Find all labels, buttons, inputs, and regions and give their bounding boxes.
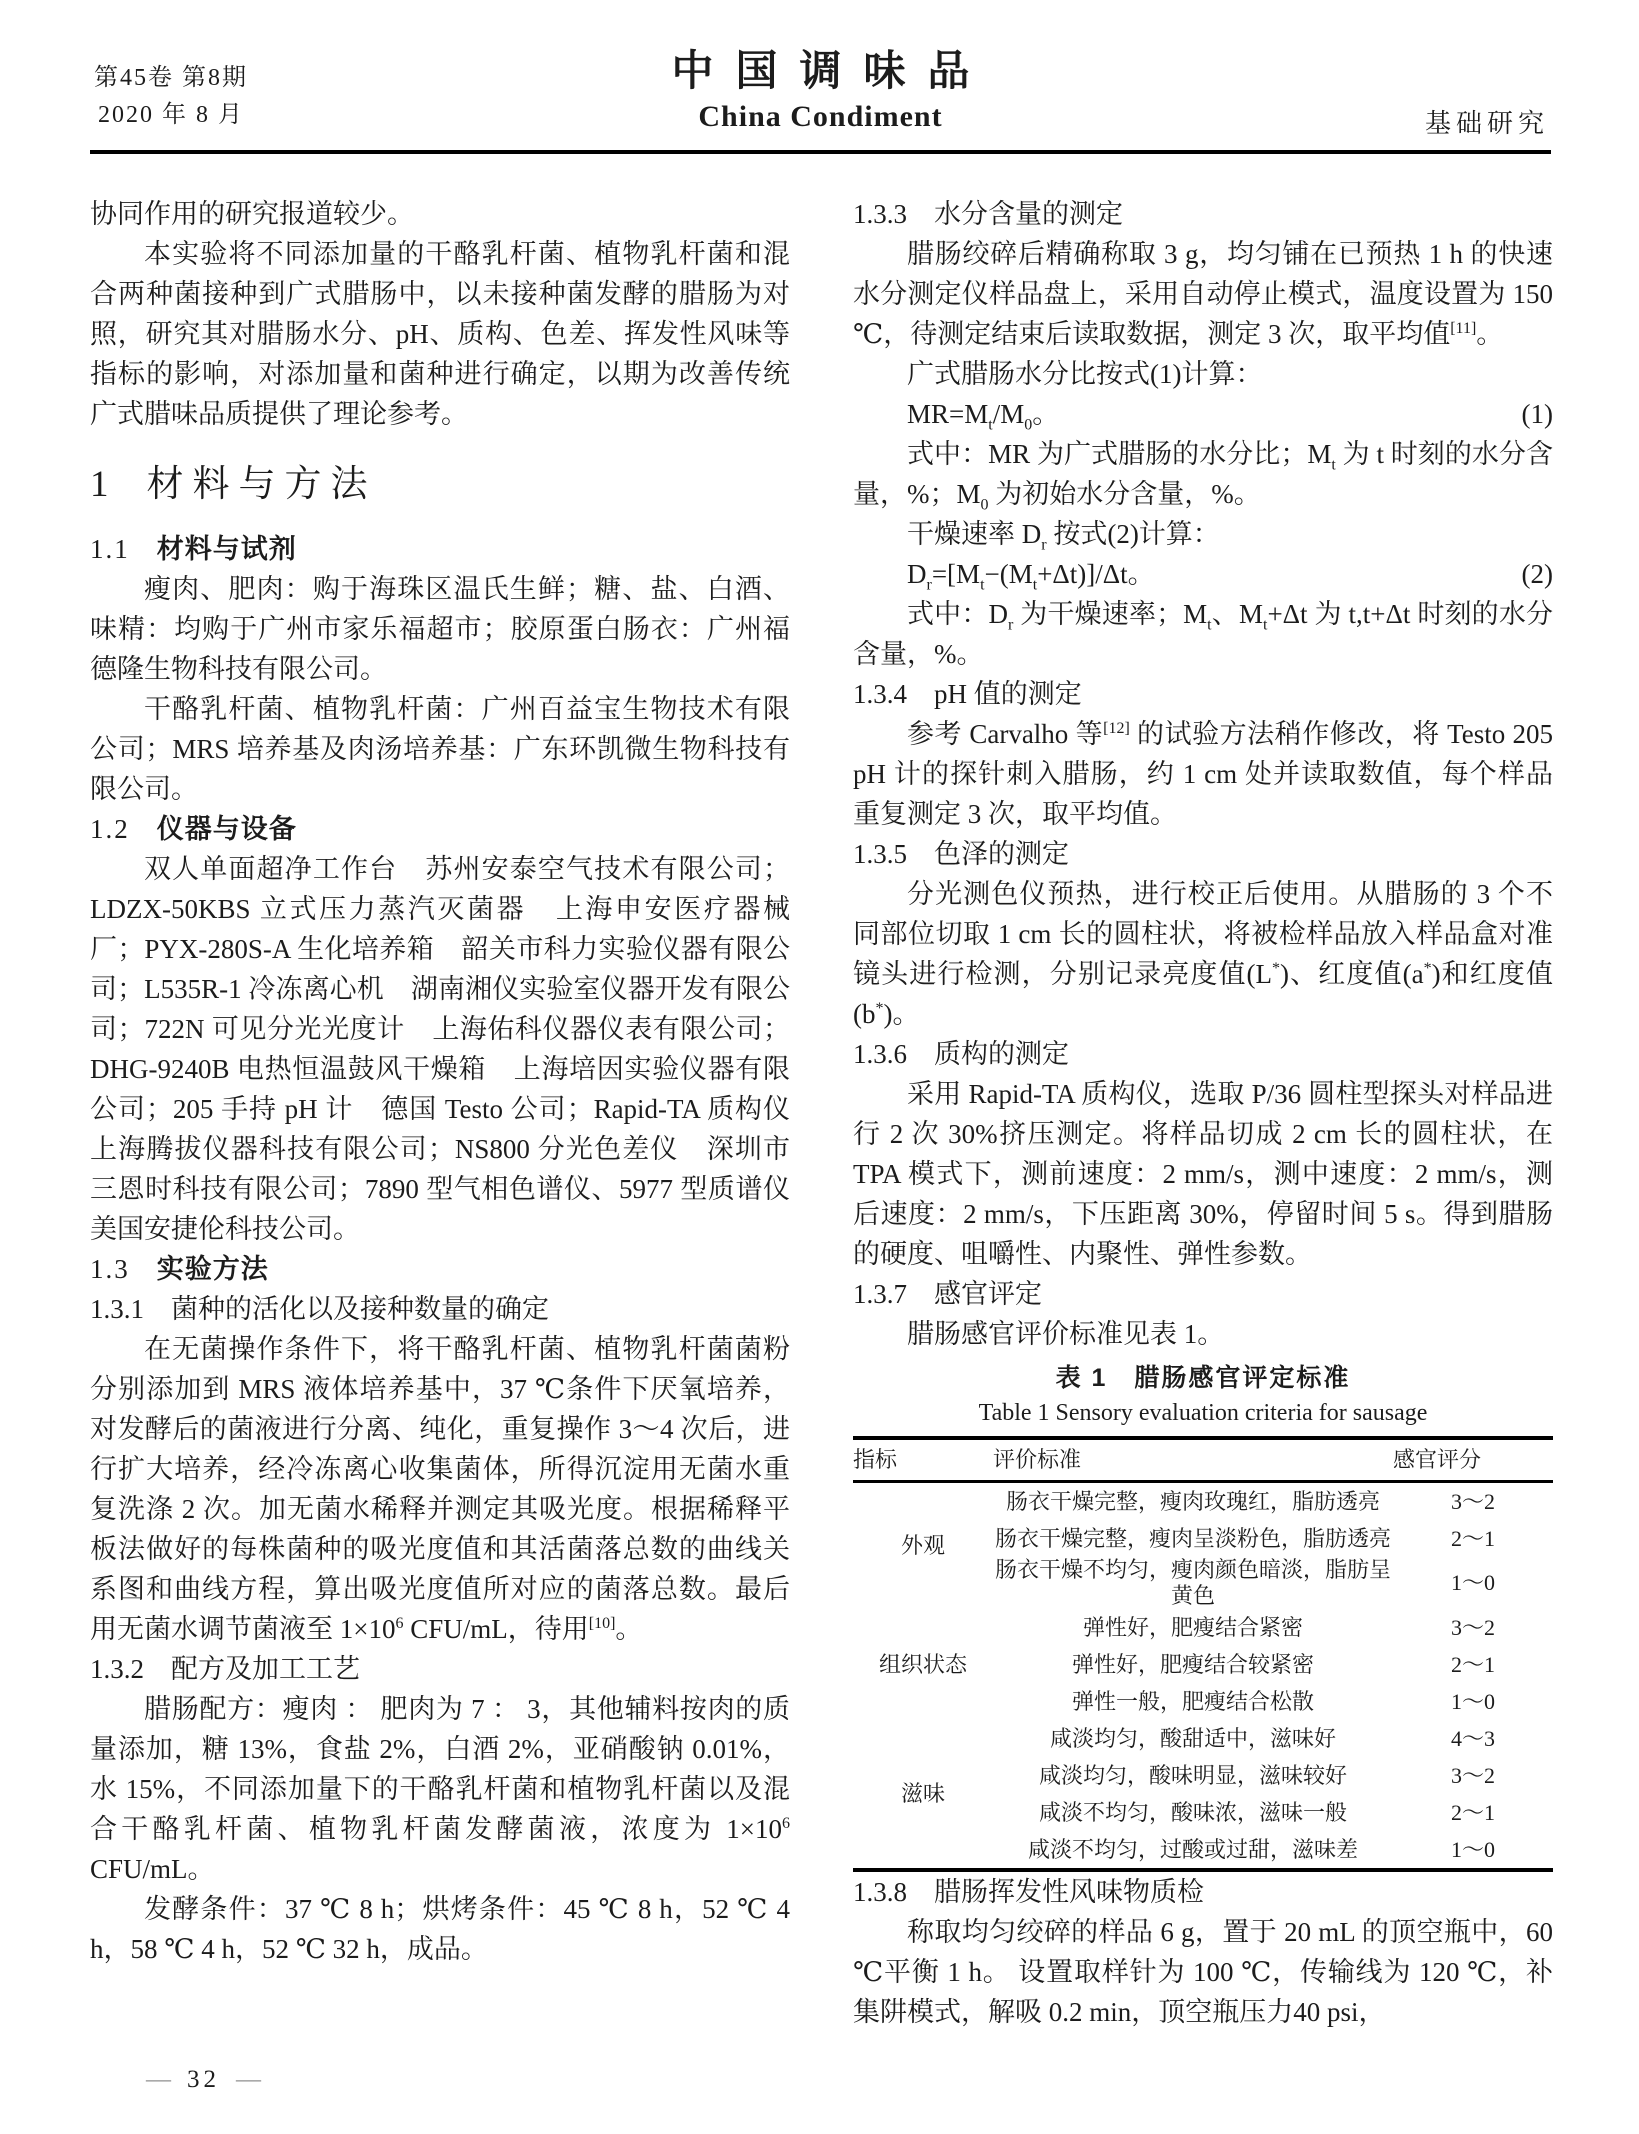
- subsection-title: 材料与试剂: [156, 534, 297, 564]
- subsubsection-heading-1-3-5: 1.3.5 色泽的测定: [853, 839, 1069, 869]
- equation-formula: $MR=M_t/M_0$。: [907, 399, 1060, 434]
- subsection-number: 1.3: [90, 1254, 130, 1284]
- criteria-cell: 咸淡均匀，酸味明显，滋味较好: [1038, 1762, 1347, 1788]
- equation-number: (1): [1521, 399, 1553, 429]
- subsection-heading-1-3: [90, 1249, 790, 1289]
- body-columns: [90, 194, 1553, 2032]
- paragraph: 双人单面超净工作台 苏州安泰空气技术有限公司；LDZX-50KBS 立式压力蒸汽灭菌器 上海申安医疗器械厂；PYX-280S-A 生化培养箱 韶关市科力实验仪器有限公司；L535R-1 冷冻离心机 湖南湘仪实验室仪器开发有限公司；722N 可见分光光度计 上海佑科仪器仪表有限公司；DHG-9240B 电热恒温鼓风干燥箱 上海培因实验仪器有限公司；205 手持 pH 计 德国 Testo 公司；Rapid-TA 质构仪 上海腾拔仪器科技有限公司；NS800 分光色差仪 深圳市三恩时科技有限公司；7890 型气相色谱仪、5977 型质谱仪 美国安捷伦科技公司。: [90, 854, 817, 1244]
- paragraph: 本实验将不同添加量的干酪乳杆菌、植物乳杆菌和混合两种菌接种到广式腊肠中，以未接种菌发酵的腊肠为对照，研究其对腊肠水分、pH、质构、色差、挥发性风味等指标的影响，对添加量和菌种进行确定，以期为改善传统广式腊味品质提供了理论参考。: [90, 239, 790, 429]
- section-number: 1: [90, 464, 109, 505]
- issue-date: 2020 年 8 月: [98, 102, 244, 128]
- table-title-en: Table 1 Sensory evaluation criteria for sausage: [978, 1400, 1428, 1426]
- subsubsection-heading-1-3-8: 1.3.8 腊肠挥发性风味物质检: [853, 1877, 1204, 1907]
- subsubsection-heading-1-3-1: 1.3.1 菌种的活化以及接种数量的确定: [90, 1294, 549, 1324]
- table-row: [853, 1609, 1553, 1646]
- journal-title-block: [90, 46, 1551, 138]
- section-title: 材料与方法: [146, 464, 377, 505]
- table-row: [853, 1720, 1553, 1757]
- page-number: 32: [187, 2066, 220, 2093]
- paragraph: 参考 Carvalho 等[12] 的试验方法稍作修改，将 Testo 205 pH 计的探针刺入腊肠，约 1 cm 处并读取数值，每个样品重复测定 3 次，取平均值。: [853, 719, 1553, 829]
- criteria-cell: 咸淡不均匀，过酸或过甜，滋味差: [1027, 1836, 1358, 1862]
- subsection-title: 实验方法: [156, 1254, 269, 1284]
- paragraph: 发酵条件：37 ℃ 8 h；烘烤条件：45 ℃ 8 h，52 ℃ 4 h，58 ℃ 4 h，52 ℃ 32 h，成品。: [90, 1894, 790, 1964]
- page-footer: [146, 2066, 261, 2094]
- column-header-indicator: 指标: [853, 1438, 993, 1482]
- subsection-heading-1-2: [90, 809, 790, 849]
- section-heading-1: [90, 460, 790, 509]
- subsubsection-heading-1-3-3: 1.3.3 水分含量的测定: [853, 199, 1123, 229]
- paragraph: 瘦肉、肥肉：购于海珠区温氏生鲜；糖、盐、白酒、味精：均购于广州市家乐福超市；胶原蛋白肠衣：广州福德隆生物科技有限公司。: [90, 574, 790, 684]
- paragraph: 干燥速率 $D_r$ 按式(2)计算：: [907, 519, 1220, 554]
- equation-number: (2): [1521, 559, 1553, 589]
- left-column: [90, 194, 817, 2032]
- score-cell: 4～3: [1450, 1725, 1495, 1751]
- sensory-evaluation-table: [853, 1436, 1553, 1872]
- score-cell: 3～2: [1450, 1614, 1495, 1640]
- criteria-cell: 肠衣干燥不均匀，瘦肉颜色暗淡，脂肪呈黄色: [994, 1557, 1391, 1608]
- score-cell: 1～0: [1450, 1570, 1495, 1595]
- score-cell: 3～2: [1450, 1762, 1495, 1788]
- subsection-number: 1.1: [90, 534, 130, 564]
- subsection-title: 仪器与设备: [156, 814, 297, 844]
- score-cell: 2～1: [1450, 1651, 1495, 1677]
- table-title-cn: 表 1 腊肠感官评定标准: [1055, 1364, 1351, 1392]
- page-header: [90, 46, 1551, 146]
- right-column: [853, 194, 1553, 2032]
- equation-1: [853, 394, 1553, 434]
- column-header-criteria: 评价标准: [993, 1438, 1393, 1482]
- paragraph: 采用 Rapid-TA 质构仪，选取 P/36 圆柱型探头对样品进行 2 次 30%挤压测定。将样品切成 2 cm 长的圆柱状，在 TPA 模式下，测前速度：2 mm/s，测中速度：2 mm/s，测后速度：2 mm/s，下压距离 30%，停留时间 5 s。得到腊肠的硬度、咀嚼性、内聚性、弹性参数。: [853, 1079, 1553, 1269]
- paragraph: 广式腊肠水分比按式(1)计算：: [907, 359, 1263, 389]
- paragraph: 协同作用的研究报道较少。: [90, 199, 414, 229]
- indicator-cell: 滋味: [900, 1781, 945, 1806]
- score-cell: 2～1: [1450, 1525, 1495, 1551]
- score-cell: 1～0: [1450, 1836, 1495, 1862]
- footer-dash-right: —: [236, 2066, 261, 2093]
- criteria-cell: 咸淡不均匀，酸味浓，滋味一般: [1038, 1799, 1347, 1825]
- table-header-row: [853, 1438, 1553, 1482]
- criteria-cell: 肠衣干燥完整，瘦肉呈淡粉色，脂肪透亮: [994, 1525, 1391, 1551]
- column-label: 基础研究: [1424, 109, 1549, 138]
- paragraph: 在无菌操作条件下，将干酪乳杆菌、植物乳杆菌菌粉分别添加到 MRS 液体培养基中，37 ℃条件下厌氧培养，对发酵后的菌液进行分离、纯化，重复操作 3～4 次后，进行扩大培养，经冷冻离心收集菌体，所得沉淀用无菌水重复洗涤 2 次。加无菌水稀释并测定其吸光度。根据稀释平板法做好的每株菌种的吸光度值和其活菌落总数的曲线关系图和曲线方程，算出吸光度值所对应的菌落总数。最后用无菌水调节菌液至 $1\times 10^6$ CFU/mL，待用[10]。: [90, 1334, 790, 1644]
- paragraph: 式中：$D_r$ 为干燥速率；$M_t$、$M_t+\Delta t$ 为 t,t+Δt 时刻的水分含量，%。: [853, 599, 1554, 669]
- score-cell: 2～1: [1450, 1799, 1495, 1825]
- paragraph: 干酪乳杆菌、植物乳杆菌：广州百益宝生物技术有限公司；MRS 培养基及肉汤培养基：广东环凯微生物科技有限公司。: [90, 694, 790, 804]
- criteria-cell: 弹性好，肥瘦结合较紧密: [1071, 1651, 1314, 1677]
- paragraph: 腊肠感官评价标准见表 1。: [907, 1319, 1225, 1349]
- criteria-cell: 弹性一般，肥瘦结合松散: [1071, 1688, 1314, 1714]
- subsection-number: 1.2: [90, 814, 130, 844]
- equation-2: [853, 554, 1553, 594]
- table-row: [853, 1482, 1553, 1521]
- subsubsection-heading-1-3-4: 1.3.4 pH 值的测定: [853, 679, 1082, 709]
- subsubsection-heading-1-3-2: 1.3.2 配方及加工工艺: [90, 1654, 360, 1684]
- subsubsection-heading-1-3-7: 1.3.7 感官评定: [853, 1279, 1042, 1309]
- column-header-score: 感官评分: [1393, 1438, 1553, 1482]
- paragraph: 分光测色仪预热，进行校正后使用。从腊肠的 3 个不同部位切取 1 cm 长的圆柱状，将被检样品放入样品盒对准镜头进行检测，分别记录亮度值(L*)、红度值(a*)和红度值(b*)。: [853, 879, 1554, 1029]
- subsubsection-heading-1-3-6: 1.3.6 质构的测定: [853, 1039, 1069, 1069]
- subsection-heading-1-1: [90, 529, 790, 569]
- criteria-cell: 肠衣干燥完整，瘦肉玫瑰红，脂肪透亮: [1005, 1488, 1380, 1514]
- journal-title-en: China Condiment: [698, 100, 943, 133]
- header-rule: [90, 150, 1551, 154]
- score-cell: 3～2: [1450, 1488, 1495, 1514]
- paragraph: 腊肠绞碎后精确称取 3 g，均匀铺在已预热 1 h 的快速水分测定仪样品盘上，采用自动停止模式，温度设置为 150 ℃，待测定结束后读取数据，测定 3 次，取平均值[11]。: [853, 239, 1553, 349]
- equation-formula: $D_r=[M_t-(M_t+\Delta t)]/\Delta t$。: [907, 559, 1155, 594]
- paragraph: 腊肠配方：瘦肉 ： 肥肉为 7 ： 3，其他辅料按肉的质量添加，糖 13%，食盐 2%，白酒 2%，亚硝酸钠 0.01%，水 15%，不同添加量下的干酪乳杆菌和植物乳杆菌以及混合干酪乳杆菌、植物乳杆菌发酵菌液，浓度为 $1\times 10^6$ CFU/mL。: [90, 1694, 790, 1884]
- volume-issue: 第45卷 第8期: [94, 65, 248, 91]
- criteria-cell: 弹性好，肥瘦结合紧密: [1082, 1614, 1303, 1640]
- footer-dash-left: —: [146, 2066, 171, 2093]
- indicator-cell: 外观: [900, 1533, 945, 1558]
- paragraph: 式中：MR 为广式腊肠的水分比；$M_t$ 为 t 时刻的水分含量，%；$M_0$ 为初始水分含量，%。: [853, 439, 1553, 514]
- indicator-cell: 组织状态: [878, 1651, 967, 1677]
- score-cell: 1～0: [1450, 1688, 1495, 1714]
- criteria-cell: 咸淡均匀，酸甜适中，滋味好: [1049, 1725, 1336, 1751]
- paragraph: 称取均匀绞碎的样品 6 g，置于 20 mL 的顶空瓶中，60 ℃平衡 1 h。 设置取样针为 100 ℃，传输线为 120 ℃，补集阱模式，解吸 0.2 min，顶空瓶压力40 psi，: [853, 1917, 1553, 2027]
- journal-title-cn: 中国调味品: [671, 47, 992, 94]
